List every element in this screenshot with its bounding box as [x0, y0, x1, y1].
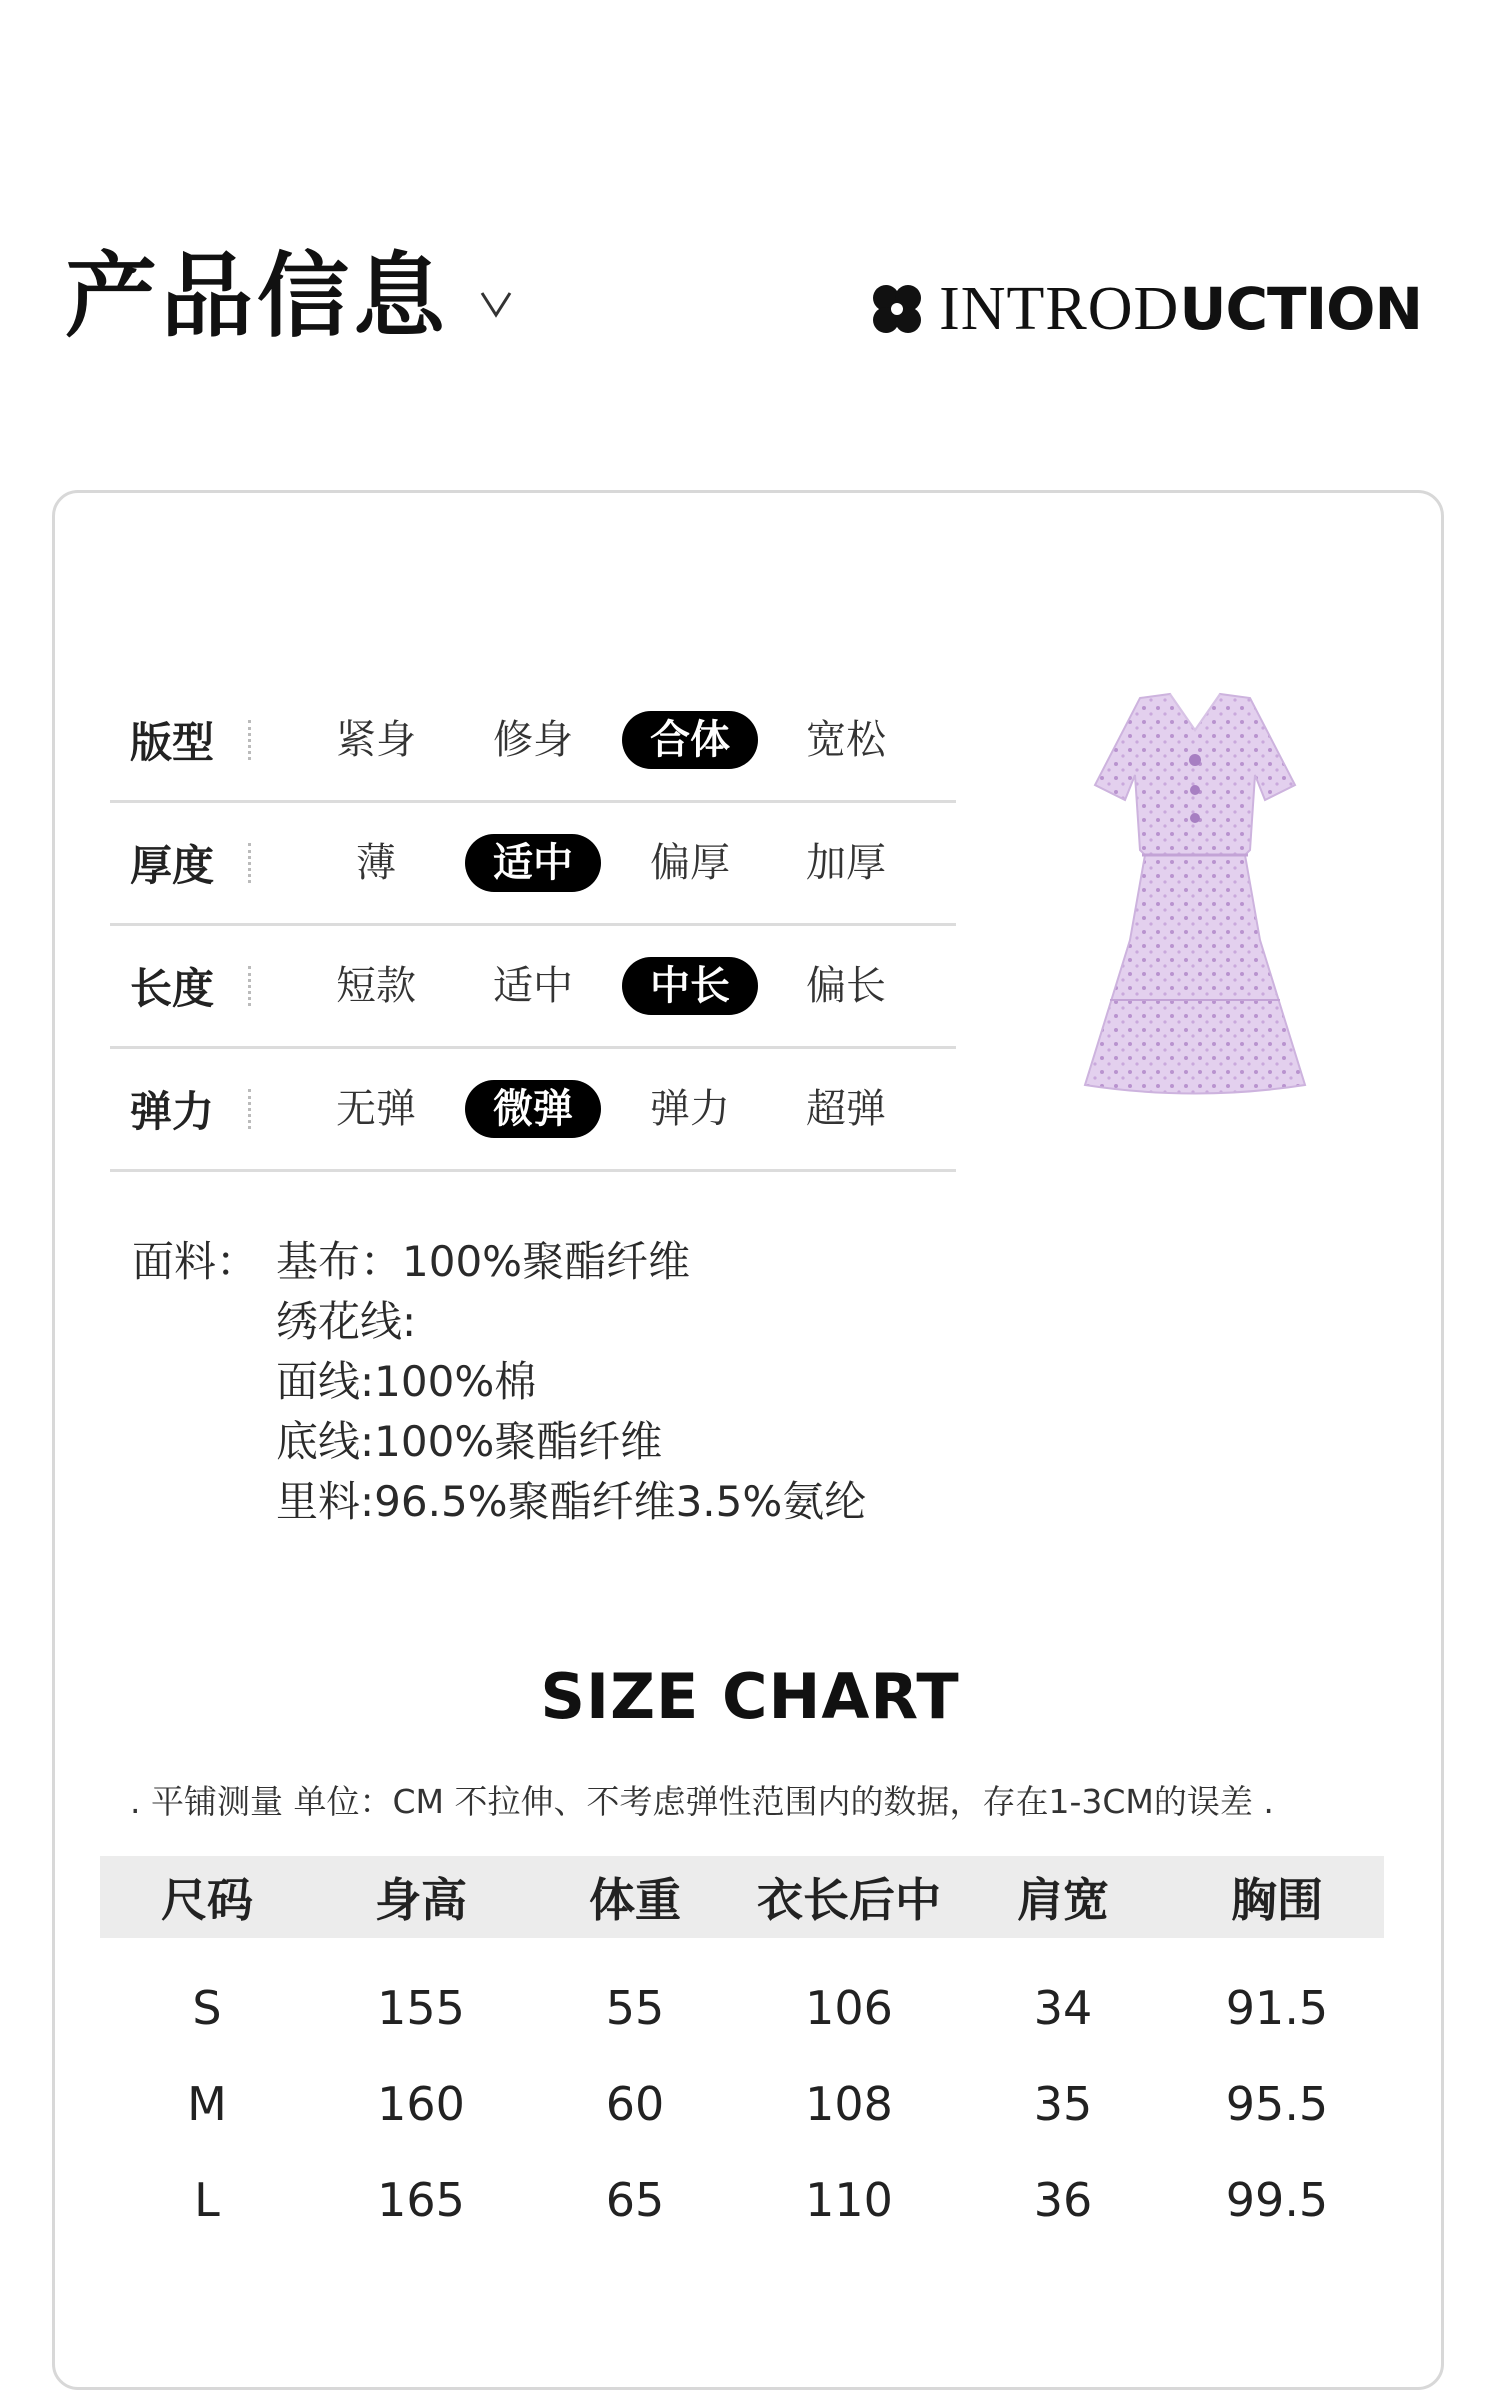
fabric-line: 基布：100%聚酯纤维	[276, 1237, 691, 1286]
dress-image	[1070, 690, 1320, 1110]
table-row	[100, 2056, 1384, 2152]
table-cell: 35	[1033, 2077, 1093, 2131]
measurement-note: . 平铺测量 单位：CM 不拉伸、不考虑弹性范围内的数据，存在1-3CM的误差 .	[130, 1782, 1274, 1821]
table-cell: 108	[805, 2077, 893, 2131]
attribute-label: 厚度	[130, 841, 215, 890]
option: 偏厚	[650, 840, 730, 886]
table-row	[100, 1960, 1384, 2056]
table-cell: 110	[805, 2173, 893, 2227]
column-header: 衣长后中	[757, 1873, 941, 1927]
table-cell: 34	[1033, 1981, 1093, 2035]
table-cell: 160	[377, 2077, 465, 2131]
attribute-label: 长度	[130, 964, 215, 1013]
option: 适中	[493, 963, 573, 1009]
fabric-line: 面线:100%棉	[276, 1357, 537, 1406]
fabric-line: 底线:100%聚酯纤维	[276, 1417, 663, 1466]
attribute-row-fit	[110, 680, 956, 803]
option: 加厚	[806, 840, 886, 886]
option: 薄	[356, 840, 396, 886]
option: 短款	[336, 963, 416, 1009]
chevron-down-icon	[478, 285, 514, 321]
table-cell: 106	[805, 1981, 893, 2035]
table-cell: 55	[605, 1981, 665, 2035]
table-cell: 36	[1033, 2173, 1093, 2227]
option: 弹力	[650, 1086, 730, 1132]
fabric-line: 里料:96.5%聚酯纤维3.5%氨纶	[276, 1477, 867, 1526]
attribute-label: 弹力	[130, 1087, 215, 1136]
attribute-row-elasticity	[110, 1049, 956, 1172]
option: 超弹	[806, 1086, 886, 1132]
size-table	[100, 1856, 1384, 2248]
attribute-row-length	[110, 926, 956, 1049]
option-selected: 中长	[622, 957, 758, 1015]
brand-text-light: INTROD	[939, 275, 1180, 343]
column-header: 身高	[375, 1873, 467, 1927]
flower-icon	[869, 281, 925, 337]
option: 宽松	[806, 717, 886, 763]
option: 紧身	[336, 717, 416, 763]
option-selected: 适中	[465, 834, 601, 892]
option: 偏长	[806, 963, 886, 1009]
attribute-table	[110, 680, 956, 1172]
option-selected: 合体	[622, 711, 758, 769]
table-cell: 65	[605, 2173, 665, 2227]
table-cell: S	[192, 1981, 222, 2035]
column-header: 尺码	[161, 1873, 253, 1927]
table-cell: 91.5	[1225, 1981, 1329, 2035]
column-header: 胸围	[1231, 1873, 1323, 1927]
attribute-row-thickness	[110, 803, 956, 926]
table-cell: 165	[377, 2173, 465, 2227]
table-header	[100, 1856, 1384, 1938]
divider	[248, 720, 251, 760]
divider	[248, 966, 251, 1006]
option-selected: 微弹	[465, 1080, 601, 1138]
table-cell: L	[194, 2173, 220, 2227]
fabric-line: 绣花线:	[276, 1297, 417, 1346]
attribute-label: 版型	[130, 718, 215, 767]
table-row	[100, 2152, 1384, 2248]
brand-text-bold: UCTION	[1179, 275, 1422, 343]
table-cell: M	[187, 2077, 227, 2131]
column-header: 体重	[589, 1873, 681, 1927]
table-cell: 155	[377, 1981, 465, 2035]
column-header: 肩宽	[1017, 1873, 1109, 1927]
brand-logo	[869, 275, 1422, 343]
divider	[248, 843, 251, 883]
page-title: 产品信息	[65, 242, 450, 350]
divider	[248, 1089, 251, 1129]
option: 无弹	[336, 1086, 416, 1132]
table-cell: 60	[605, 2077, 665, 2131]
option: 修身	[493, 717, 573, 763]
table-cell: 99.5	[1225, 2173, 1329, 2227]
size-chart-title: SIZE CHART	[540, 1660, 960, 1733]
table-cell: 95.5	[1225, 2077, 1329, 2131]
fabric-label: 面料：	[132, 1237, 259, 1286]
